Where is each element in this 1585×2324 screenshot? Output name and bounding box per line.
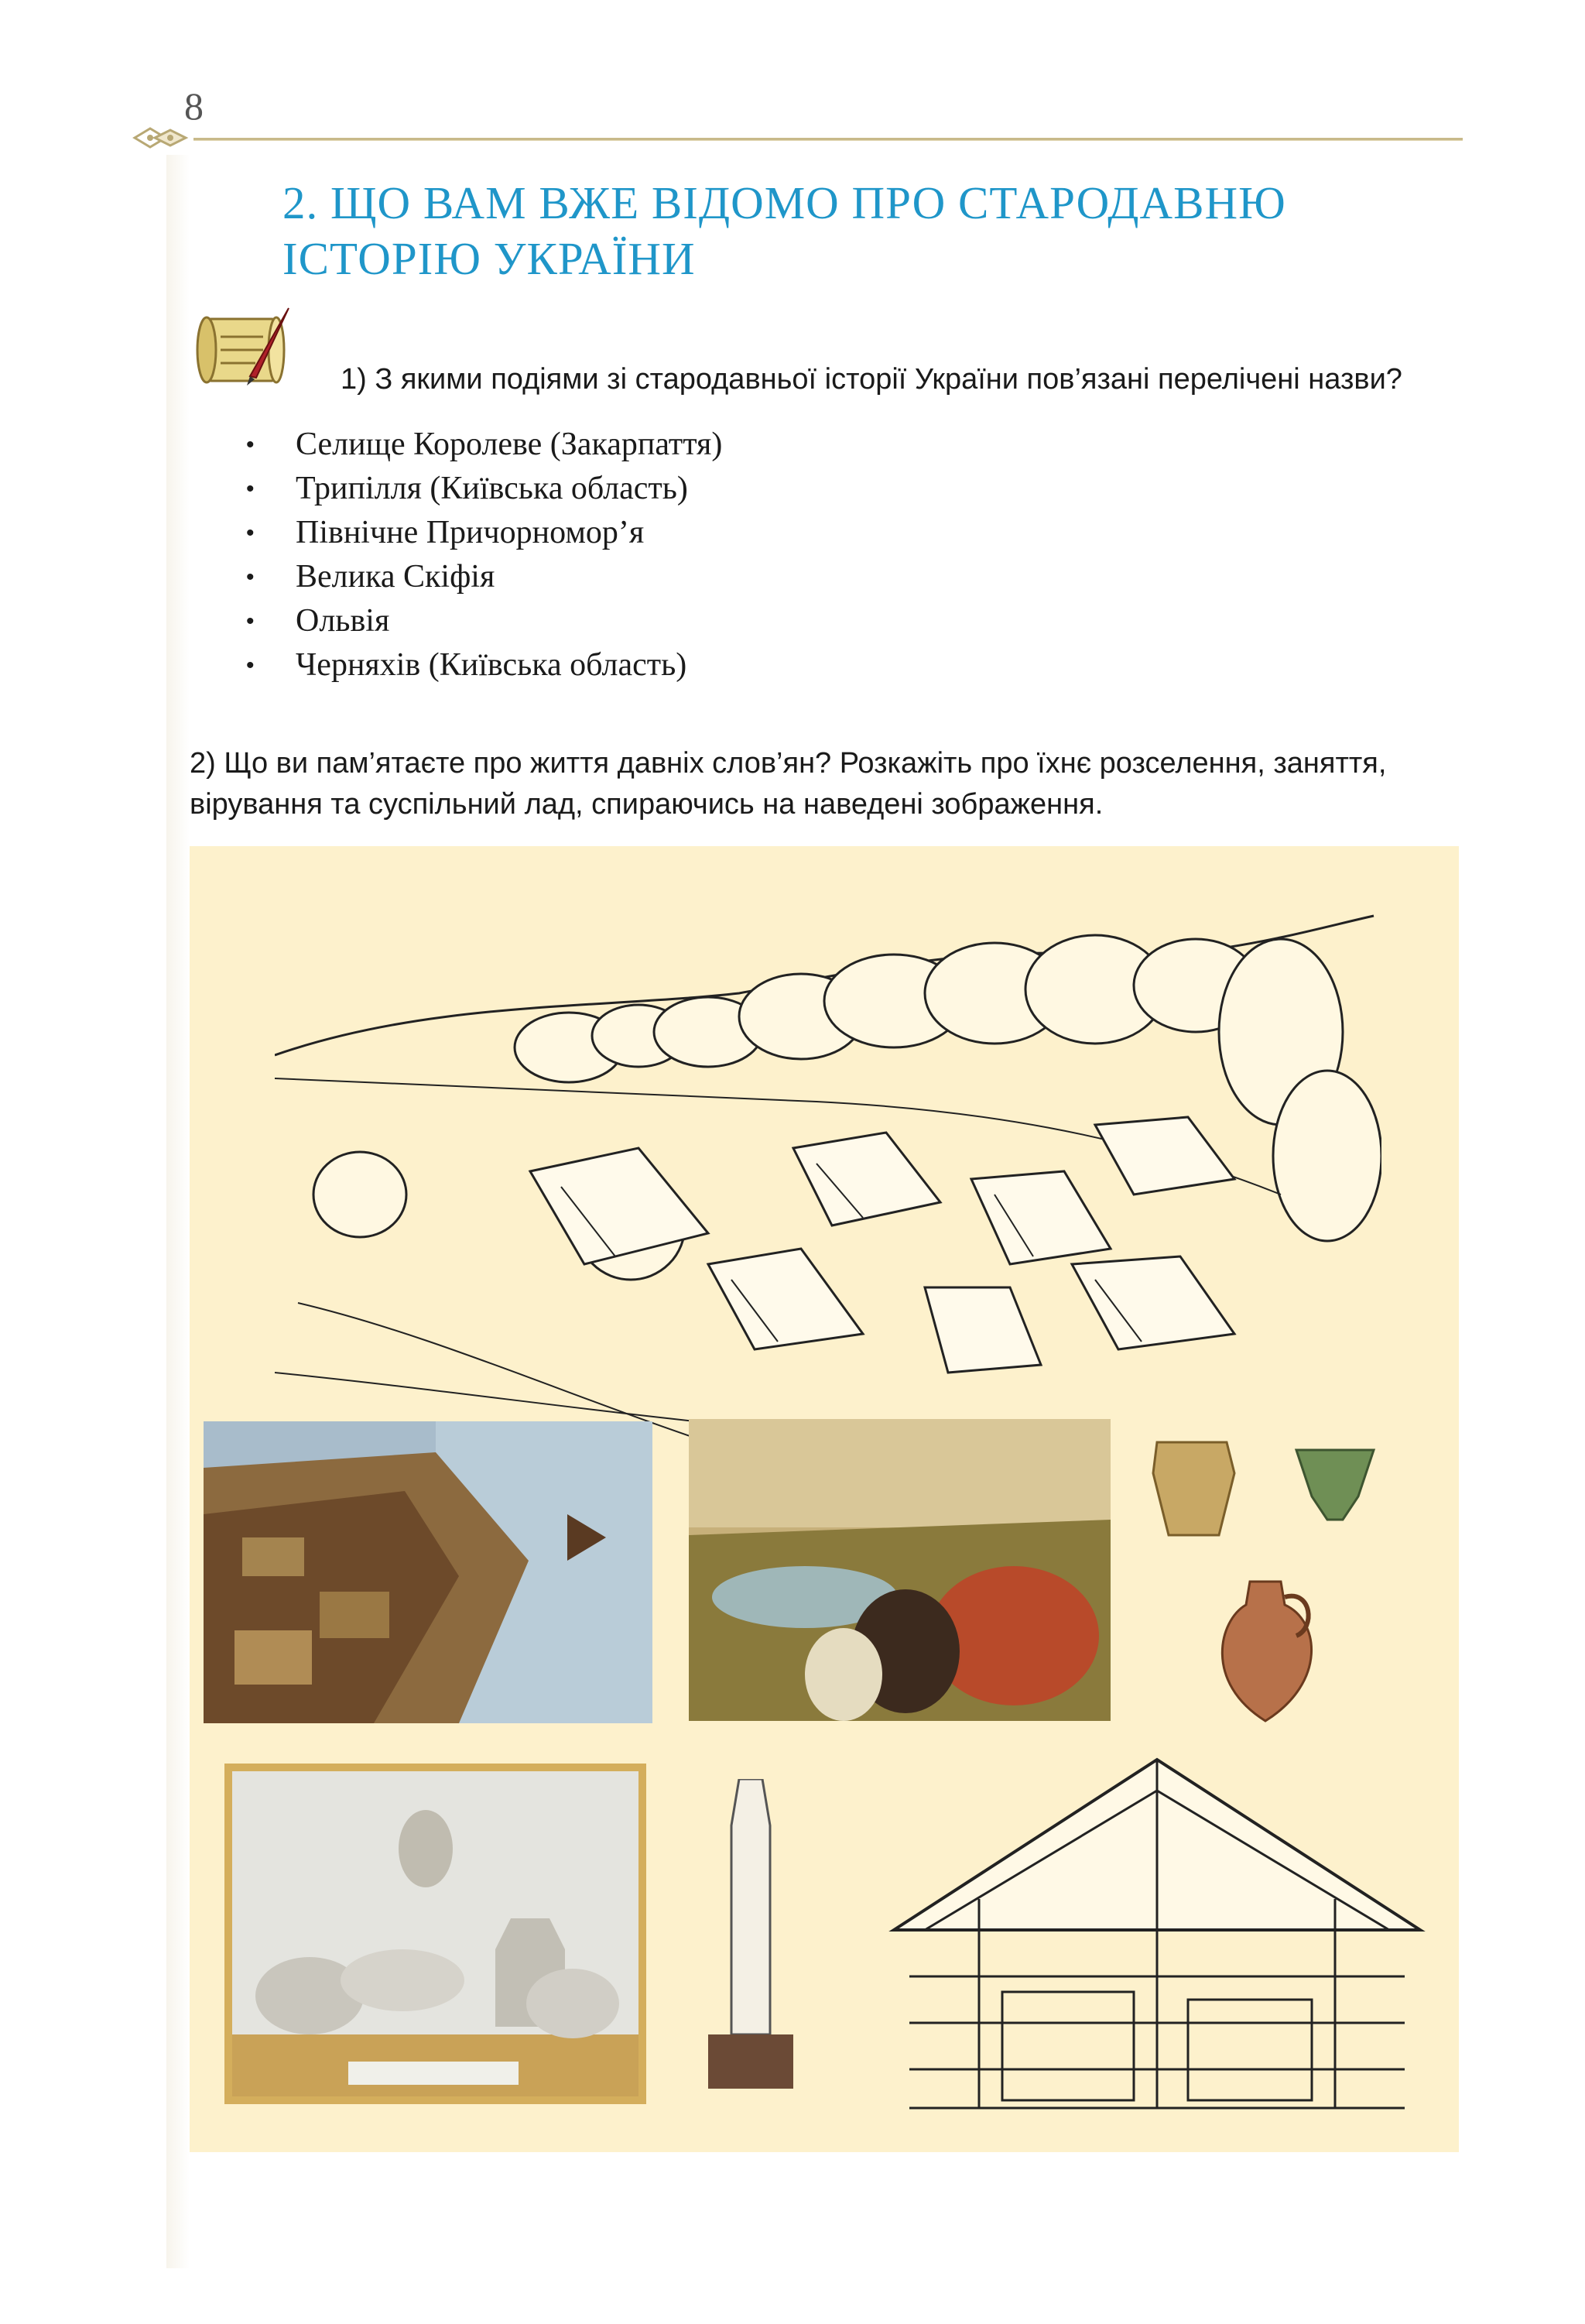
list-item (240, 555, 722, 599)
margin-shade (166, 155, 190, 2268)
list-item-text: Селище Королеве (Закарпаття) (296, 427, 723, 462)
bullet: • (246, 608, 255, 634)
page-number: 8 (184, 84, 204, 128)
list-item (240, 467, 722, 511)
stone-idol-drawing (693, 1779, 809, 2104)
question-2: 2) Що ви пам’ятаєте про життя давніх слов’ян? Розкажіть про їхнє розселення, заняття, вірування та суспільний лад, спираючись на наведені зображення. (190, 747, 1387, 821)
bullet: • (246, 653, 255, 678)
museum-exhibit-photo (224, 1764, 646, 2104)
places-list (240, 423, 722, 687)
list-item-text: Північне Причорномор’я (296, 515, 645, 550)
list-item-text: Черняхів (Київська область) (296, 647, 687, 683)
question-1: 1) З якими подіями зі стародавньої історії України пов’язані перелічені назви? (341, 363, 1402, 396)
list-item-text: Велика Скіфія (296, 559, 495, 595)
list-item-text: Ольвія (296, 603, 390, 639)
bullet: • (246, 476, 255, 502)
bullet: • (246, 520, 255, 546)
scroll-with-quill-icon (190, 302, 298, 399)
list-item (240, 423, 722, 467)
illustrations-panel (190, 846, 1459, 2152)
list-item-text: Трипілля (Київська область) (296, 471, 688, 506)
slavic-settlement-drawing (275, 900, 1381, 1458)
bullet: • (246, 564, 255, 590)
pottery-vessels (1142, 1427, 1451, 1736)
list-item (240, 643, 722, 687)
title-line-1: 2. ЩО ВАМ ВЖЕ ВІДОМО ПРО СТАРОДАВНЮ (282, 177, 1286, 228)
bullet: • (246, 432, 255, 458)
section-title (282, 175, 1405, 286)
list-item (240, 511, 722, 555)
header-rule (193, 138, 1463, 141)
dugout-house-drawing (863, 1744, 1443, 2123)
list-item (240, 599, 722, 643)
ornament-icon (132, 124, 201, 152)
riverside-settlement-painting (204, 1421, 652, 1723)
title-line-2: ІСТОРІЮ УКРАЇНИ (282, 233, 696, 284)
people-gathering-painting (689, 1419, 1111, 1721)
